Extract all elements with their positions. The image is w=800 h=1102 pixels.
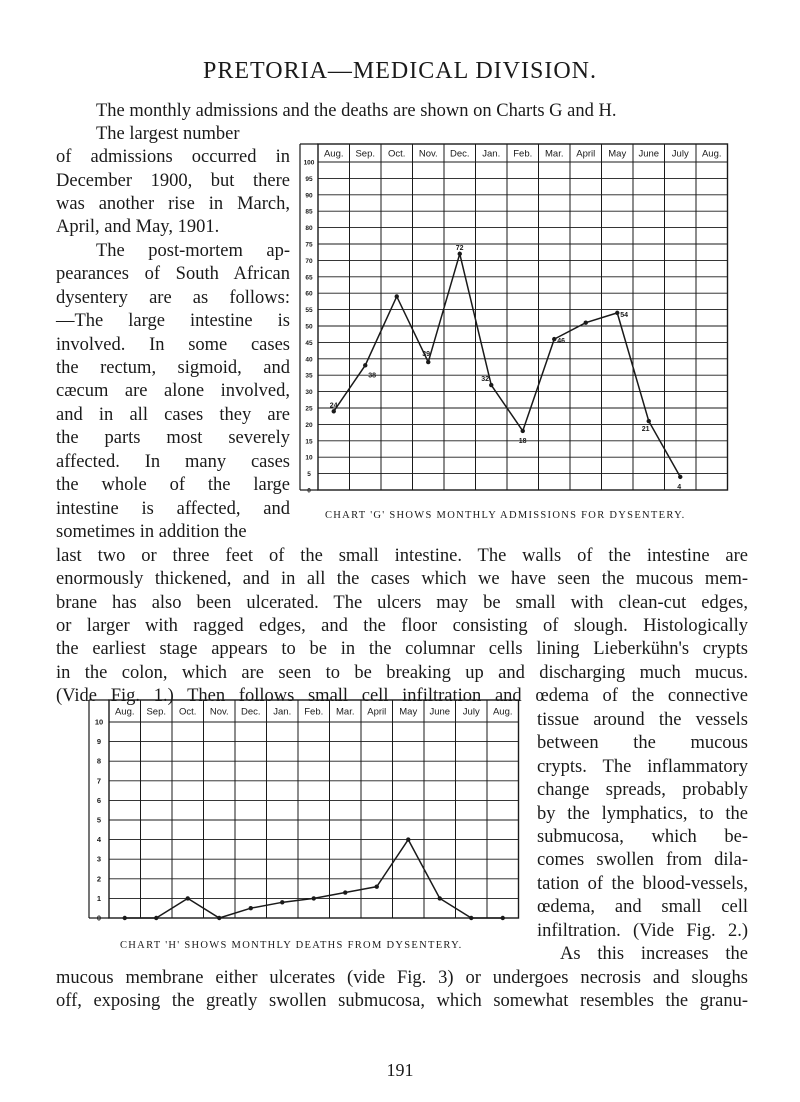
month-label: Sep. (355, 148, 376, 160)
month-label: Aug. (114, 706, 135, 718)
data-point (363, 363, 367, 367)
page-number: 191 (386, 1060, 414, 1080)
body-line: submucosa, which be- (537, 827, 748, 847)
y-tick-label: 3 (96, 854, 102, 864)
chart-h-caption: CHART 'H' SHOWS MONTHLY DEATHS FROM DYSENTERY. (120, 940, 463, 951)
data-label: 38 (368, 372, 377, 380)
data-label: 21 (641, 426, 650, 434)
y-tick-label: 80 (305, 225, 313, 233)
y-tick-label: 0 (307, 487, 311, 495)
month-label: June (429, 706, 451, 718)
month-label: July (671, 148, 689, 160)
month-label: Aug. (492, 706, 513, 718)
month-label: May (608, 148, 627, 160)
data-label: 24 (329, 402, 338, 410)
data-point (186, 896, 190, 900)
body-line: involved. In some cases (56, 335, 290, 355)
body-line: œdema, and small cell (537, 897, 748, 917)
body-line: comes swollen from dila- (537, 850, 748, 870)
y-tick-label: 15 (305, 438, 313, 446)
body-line: change spreads, probably (537, 780, 748, 800)
y-tick-label: 55 (305, 307, 313, 315)
month-label: Mar. (545, 148, 564, 160)
data-point (332, 409, 336, 413)
data-label: 54 (620, 311, 629, 319)
body-line: intestine is affected, and (56, 499, 290, 519)
body-line: of admissions occurred in (56, 147, 290, 167)
data-point (615, 311, 619, 315)
chart-frame (109, 700, 519, 918)
month-label: Feb. (304, 706, 324, 718)
data-label: 32 (481, 376, 490, 384)
y-tick-label: 60 (305, 290, 313, 298)
y-tick-label: 35 (305, 372, 313, 380)
body-line: dysentery are as follows: (56, 288, 290, 308)
data-point (249, 906, 253, 910)
month-label: April (576, 148, 596, 160)
month-label: Aug. (323, 148, 344, 160)
body-line: crypts. The inflammatory (537, 757, 748, 777)
body-line: between the mucous (537, 733, 748, 753)
data-point (438, 896, 442, 900)
y-tick-label: 1 (96, 893, 102, 903)
month-label: Feb. (513, 148, 533, 160)
y-tick-label: 5 (307, 471, 311, 479)
data-point (501, 916, 505, 920)
body-line: tissue around the vessels (537, 710, 748, 730)
chart-h-deaths (85, 696, 529, 930)
month-label: Oct. (388, 148, 406, 160)
data-label: 18 (518, 437, 527, 445)
y-tick-label: 10 (94, 717, 104, 727)
y-tick-label: 95 (305, 175, 313, 183)
data-point (678, 475, 682, 479)
y-tick-label: 65 (305, 274, 313, 282)
body-line: infiltration. (Vide Fig. 2.) (537, 921, 748, 941)
body-line: the earliest stage appears to be in the columnar cells lining Lieberkühn's crypts (56, 639, 748, 659)
body-line: the whole of the large (56, 475, 290, 495)
body-line: affected. In many cases (56, 452, 290, 472)
y-tick-label: 5 (96, 815, 102, 825)
data-point (489, 383, 493, 387)
body-line: tation of the blood-vessels, (537, 874, 748, 894)
month-label: June (638, 148, 660, 160)
data-point (552, 337, 556, 341)
data-label: 46 (557, 338, 566, 346)
body-line: The largest number (96, 124, 240, 144)
body-line: or larger with ragged edges, and the floor consisting of slough. Histologically (56, 616, 748, 636)
y-tick-label: 4 (96, 835, 102, 845)
body-line: was another rise in March, (56, 194, 290, 214)
y-tick-label: 90 (305, 192, 313, 200)
month-label: Dec. (240, 706, 261, 718)
month-label: Jan. (482, 148, 501, 160)
month-label: April (367, 706, 387, 718)
body-line: December 1900, but there (56, 171, 290, 191)
body-line: April, and May, 1901. (56, 217, 220, 237)
month-label: July (462, 706, 480, 718)
data-point (469, 916, 473, 920)
month-label: Aug. (701, 148, 722, 160)
y-tick-label: 0 (96, 913, 102, 923)
data-label: 72 (455, 244, 464, 252)
data-point (395, 294, 399, 298)
body-line: cæcum are alone involved, (56, 381, 290, 401)
body-line: off, exposing the greatly swollen submucosa, which somewhat resembles the granu- (56, 991, 748, 1011)
month-label: Mar. (336, 706, 355, 718)
month-label: Jan. (273, 706, 292, 718)
data-label: 39 (422, 351, 431, 359)
data-point (406, 837, 410, 841)
body-line: enormously thickened, and in all the cases which we have seen the mucous mem- (56, 569, 748, 589)
data-point (154, 916, 158, 920)
body-line: As this increases the (560, 944, 748, 964)
data-point (123, 916, 127, 920)
y-tick-label: 50 (305, 323, 313, 331)
body-line: sometimes in addition the (56, 522, 247, 542)
body-line: brane has also been ulcerated. The ulcers may be small with clean-cut edges, (56, 593, 748, 613)
data-point (217, 916, 221, 920)
body-line: pearances of South African (56, 264, 290, 284)
month-label: Dec. (449, 148, 470, 160)
data-point (312, 896, 316, 900)
chart-g-admissions (296, 140, 740, 496)
body-line: (Vide Fig. 1.) Then follows small cell infiltration and œdema of the connective (56, 686, 748, 706)
y-tick-label: 9 (96, 737, 102, 747)
data-point (280, 900, 284, 904)
month-label: Sep. (146, 706, 167, 718)
y-tick-label: 10 (305, 454, 313, 462)
y-tick-label: 25 (305, 405, 313, 413)
month-label: May (399, 706, 418, 718)
data-point (521, 429, 525, 433)
month-label: Nov. (209, 706, 229, 718)
data-label: 4 (677, 483, 682, 491)
body-line: mucous membrane either ulcerates (vide Fig. 3) or undergoes necrosis and sloughs (56, 968, 748, 988)
data-point (375, 884, 379, 888)
y-tick-label: 70 (305, 257, 313, 265)
y-tick-label: 2 (96, 874, 102, 884)
data-point (458, 252, 462, 256)
body-line: and in all cases they are (56, 405, 290, 425)
body-line: by the lymphatics, to the (537, 804, 748, 824)
body-line: last two or three feet of the small intestine. The walls of the intestine are (56, 546, 748, 566)
body-line: the rectum, sigmoid, and (56, 358, 290, 378)
y-tick-label: 8 (96, 756, 102, 766)
y-tick-label: 45 (305, 339, 313, 347)
body-line: —The large intestine is (56, 311, 290, 331)
y-tick-label: 75 (305, 241, 313, 249)
y-tick-label: 100 (303, 159, 315, 167)
body-line: in the colon, which are seen to be breaking up and discharging much mucus. (56, 663, 748, 683)
month-label: Nov. (418, 148, 438, 160)
body-line: the parts most severely (56, 428, 290, 448)
body-line: The monthly admissions and the deaths are shown on Charts G and H. (96, 101, 617, 121)
body-line: The post-mortem ap- (96, 241, 290, 261)
month-label: Oct. (179, 706, 197, 718)
chart-g-caption: CHART 'G' SHOWS MONTHLY ADMISSIONS FOR DYSENTERY. (325, 510, 686, 521)
y-tick-label: 6 (96, 795, 102, 805)
data-point (584, 321, 588, 325)
data-point (647, 419, 651, 423)
y-tick-label: 40 (305, 356, 313, 364)
y-tick-label: 85 (305, 208, 313, 216)
y-tick-label: 20 (305, 421, 313, 429)
y-tick-label: 30 (305, 389, 313, 397)
y-tick-label: 7 (96, 776, 102, 786)
page-header: PRETORIA—MEDICAL DIVISION. (203, 58, 597, 84)
data-point (343, 890, 347, 894)
data-point (426, 360, 430, 364)
